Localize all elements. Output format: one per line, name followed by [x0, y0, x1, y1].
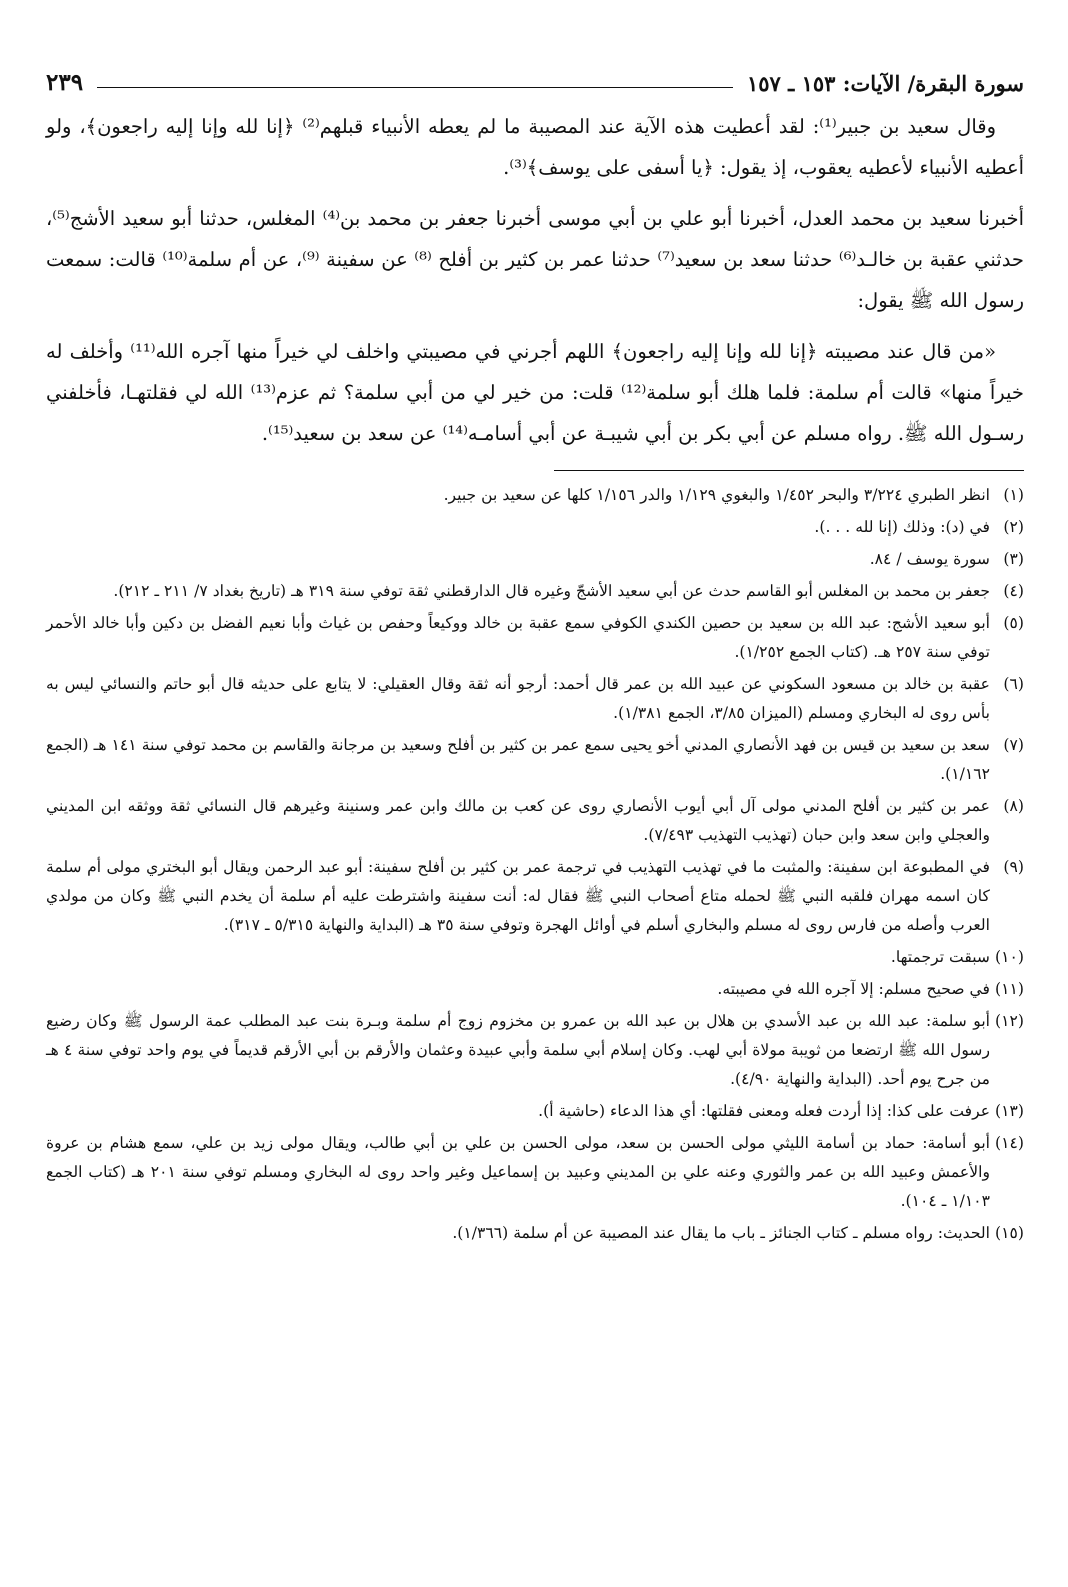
footnote-item	[46, 792, 1024, 850]
footnote-number: (٦)	[1003, 675, 1024, 693]
footnote-item	[46, 1129, 1024, 1216]
footnote-text: في صحيح مسلم: إلا آجره الله في مصيبته.	[717, 980, 990, 998]
footnote-number: (١٤)	[995, 1134, 1024, 1152]
footnote-number: (٧)	[1003, 736, 1024, 754]
footnote-number: (٨)	[1003, 797, 1024, 815]
footnote-item	[46, 1219, 1024, 1248]
footnote-text: الحديث: رواه مسلم ـ كتاب الجنائز ـ باب ما يقال عند المصيبة عن أم سلمة (١/٣٦٦).	[452, 1224, 990, 1242]
footnote-text: في المطبوعة ابن سفينة: والمثبت ما في تهذيب التهذيب في ترجمة عمر بن كثير بن أفلح سفينة: أبو عبد الرحمن ويقال أبو البختري مولى أم سلمة كان اسمه مهران فلقبه النبي ﷺ لحمله متاع أصحاب النبي ﷺ فقال له: أنت سفينة واشترطت عليه أم سلمة أن يخدم النبي ﷺ وكان من مولدي العرب وأصله من فارس روى له مسلم والبخاري أسلم في أوائل الهجرة وتوفي سنة ٣٥ هـ (البداية والنهاية ٥/٣١٥ ـ ٣١٧).	[46, 858, 990, 934]
footnote-text: أبو سلمة: عبد الله بن عبد الأسدي بن هلال بن عبد الله بن عمرو بن مخزوم زوج أم سلمة وبـرة بنت عبد المطلب عمة الرسول ﷺ وكان رضيع رسول الله ﷺ ارتضعا من ثويبة مولاة أبي لهب. وكان إسلام أبي سلمة وأبي عبيدة وعثمان والأرقم بن أبي الأرقم قديماً في يوم واحد توفي سنة ٤ هـ من جرح يوم أحد. (البداية والنهاية ٤/٩٠).	[46, 1012, 991, 1088]
footnotes	[46, 481, 1024, 1248]
footnote-item	[46, 481, 1024, 510]
running-header-title: سورة البقرة/ الآيات: ١٥٣ ـ ١٥٧	[746, 71, 1024, 96]
footnote-separator	[554, 470, 1024, 471]
header-rule	[97, 87, 733, 88]
footnote-item	[46, 853, 1024, 940]
footnote-number: (٥)	[1003, 614, 1024, 632]
paragraph-hadith: «من قال عند مصيبته ﴿إنا لله وإنا إليه راجعون﴾ اللهم أجرني في مصيبتي واخلف لي خيراً منها آجره الله⁽¹¹⁾ وأخلف له خيراً منها» قالت أم سلمة: فلما هلك أبو سلمة⁽¹²⁾ قلت: من خير لي من أبي سلمة؟ ثم عزم⁽¹³⁾ الله لي فقلتهـا، فأخلفني رسـول الله ﷺ. رواه مسلم عن أبي بكر بن أبي شيبـة عن أبي أسامـه⁽¹⁴⁾ عن سعد بن سعيد⁽¹⁵⁾.	[46, 340, 1024, 445]
footnote-number: (١١)	[995, 980, 1024, 998]
paragraph-said-ibn-jubayr: وقال سعيد بن جبير⁽¹⁾: لقد أعطيت هذه الآية عند المصيبة ما لم يعطه الأنبياء قبلهم⁽²⁾ ﴿إنا لله وإنا إليه راجعون﴾، ولو أعطيه الأنبياء لأعطيه يعقوب، إذ يقول: ﴿يا أسفى على يوسف﴾⁽³⁾.	[46, 115, 1024, 179]
footnote-item	[46, 577, 1024, 606]
footnote-item	[46, 670, 1024, 728]
footnote-text: سبقت ترجمتها.	[890, 948, 990, 966]
footnote-text: عرفت على كذا: إذا أردت فعله ومعنى فقلتها: أي هذا الدعاء (حاشية أ).	[538, 1102, 990, 1120]
footnote-item	[46, 943, 1024, 972]
footnote-item	[46, 609, 1024, 667]
footnote-item	[46, 545, 1024, 574]
footnote-number: (١٢)	[995, 1012, 1024, 1030]
page-header	[46, 52, 1024, 96]
page-number: ٢٣٩	[46, 69, 84, 96]
footnote-number: (١٠)	[995, 948, 1024, 966]
footnote-text: انظر الطبري ٣/٢٢٤ والبحر ١/٤٥٢ والبغوي ١/١٢٩ والدر ١/١٥٦ كلها عن سعيد بن جبير.	[443, 486, 990, 504]
footnote-text: جعفر بن محمد بن المغلس أبو القاسم حدث عن أبي سعيد الأشجّ وغيره قال الدارقطني ثقة توفي سنة ٣١٩ هـ (تاريخ بغداد ٧/ ٢١١ ـ ٢١٢).	[113, 582, 990, 600]
footnote-text: عقبة بن خالد بن مسعود السكوني عن عبيد الله بن عمر قال أحمد: أرجو أنه ثقة وقال العقيلي: لا يتابع على حديثه قال أبو حاتم والنسائي ليس به بأس روى له البخاري ومسلم (الميزان ٣/٨٥، الجمع ١/٣٨١).	[46, 675, 990, 722]
footnote-number: (٤)	[1003, 582, 1024, 600]
footnote-item	[46, 513, 1024, 542]
footnote-text: أبو أسامة: حماد بن أسامة الليثي مولى الحسن بن سعد، مولى الحسن بن علي بن أبي طالب، ويقال مولى زيد بن علي، سمع هشام بن عروة والأعمش وعبيد الله بن عمر والثوري وعنه علي بن المديني وعبيد بن إسماعيل وغير واحد روى له البخاري ومسلم توفي سنة ٢٠١ هـ (كتاب الجمع ١/١٠٣ ـ ١٠٤).	[46, 1134, 990, 1210]
main-text	[46, 106, 1024, 454]
footnote-number: (٢)	[1003, 518, 1024, 536]
paragraph-isnad: أخبرنا سعيد بن محمد العدل، أخبرنا أبو علي بن أبي موسى أخبرنا جعفر بن محمد بن⁽⁴⁾ المغلس، حدثنا أبو سعيد الأشج⁽⁵⁾، حدثني عقبة بن خالـد⁽⁶⁾ حدثنا سعد بن سعيد⁽⁷⁾ حدثنا عمر بن كثير بن أفلح ⁽⁸⁾ عن سفينة ⁽⁹⁾، عن أم سلمة⁽¹⁰⁾ قالت: سمعت رسول الله ﷺ يقول:	[46, 207, 1025, 312]
footnote-number: (٣)	[1003, 550, 1024, 568]
footnote-number: (٩)	[1003, 858, 1024, 876]
footnote-number: (١٣)	[995, 1102, 1024, 1120]
footnote-text: عمر بن كثير بن أفلح المدني مولى آل أبي أيوب الأنصاري روى عن كعب بن مالك وابن عمر وسنينة وغيرهم قال النسائي ثقة ووثقه ابن المديني والعجلي وابن سعد وابن حبان (تهذيب التهذيب ٧/٤٩٣).	[46, 797, 990, 844]
footnote-item	[46, 1097, 1024, 1126]
footnote-item	[46, 975, 1024, 1004]
footnote-item	[46, 1007, 1024, 1094]
footnote-text: سعد بن سعيد بن قيس بن فهد الأنصاري المدني أخو يحيى سمع عمر بن كثير بن أفلح وسعيد بن مرجانة والقاسم بن محمد توفي سنة ١٤١ هـ (الجمع ١/١٦٢).	[46, 736, 990, 783]
footnote-item	[46, 731, 1024, 789]
footnote-number: (١)	[1003, 486, 1024, 504]
footnote-number: (١٥)	[995, 1224, 1024, 1242]
footnote-text: في (د): وذلك (إنا لله . . .).	[814, 518, 990, 536]
footnote-text: أبو سعيد الأشج: عبد الله بن سعيد بن حصين الكندي الكوفي سمع عقبة بن خالد ووكيعاً وحفص بن غياث وأبا نعيم الفضل بن دكين وأبا خالد الأحمر توفي سنة ٢٥٧ هـ. (كتاب الجمع ١/٢٥٢).	[46, 614, 990, 661]
footnote-text: سورة يوسف / ٨٤.	[869, 550, 990, 568]
